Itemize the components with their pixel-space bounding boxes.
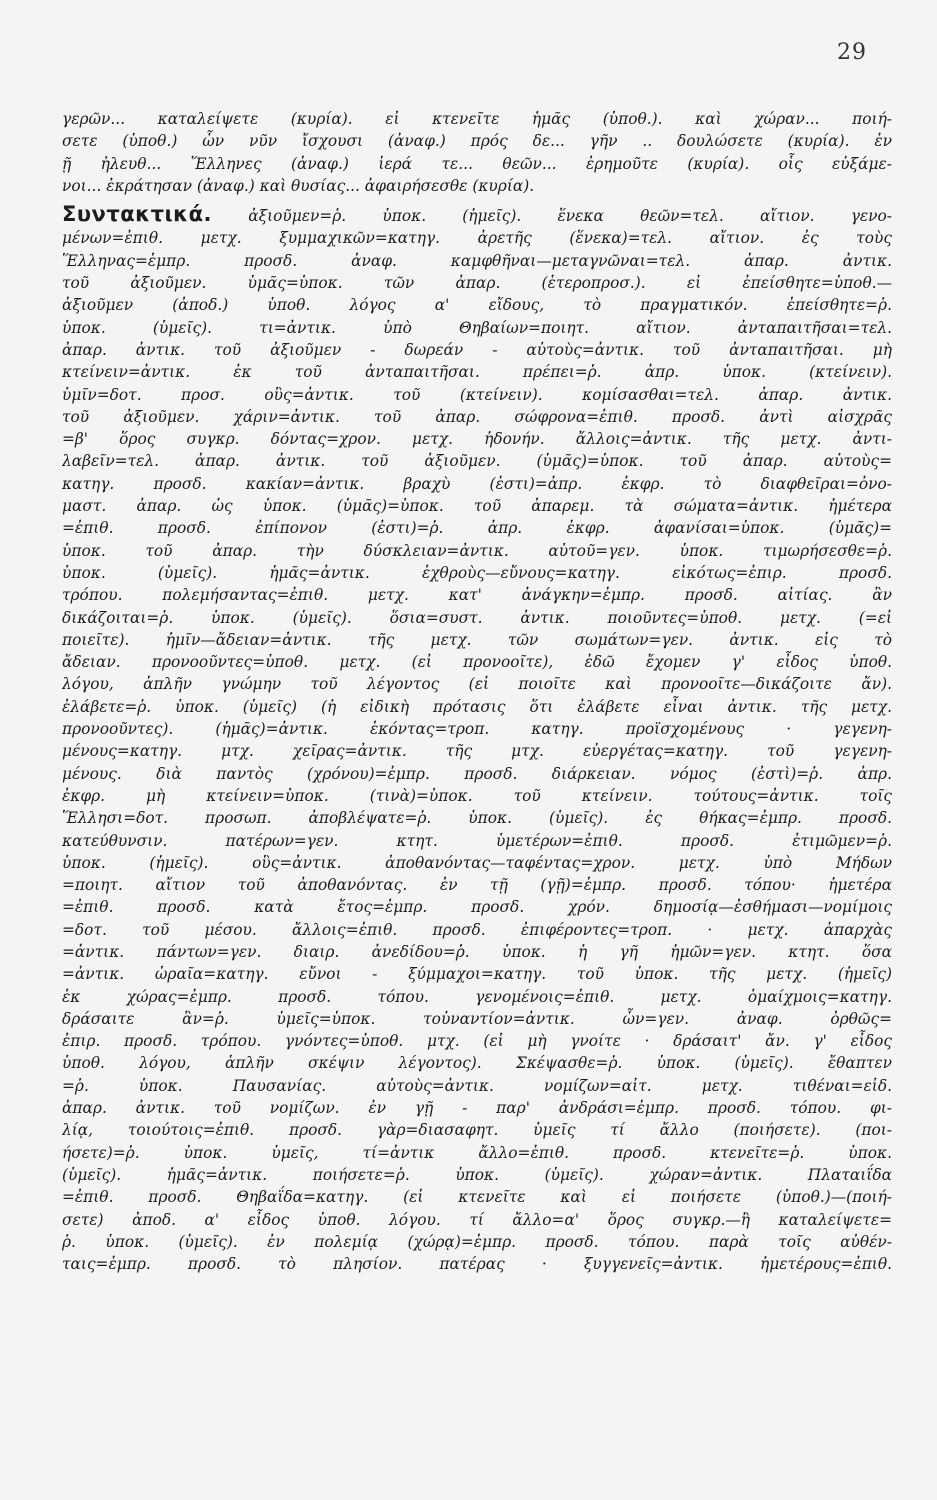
text-line: ἐλάβετε=ῥ. ὑποκ. (ὑμεῖς) (ἡ εἰδικὴ πρότασις ὅτι ἐλάβετε εἶναι ἀντικ. τῆς μετχ. — [62, 697, 892, 716]
text-line: κτείνειν=ἀντικ. ἐκ τοῦ ἀνταπαιτῆσαι. πρέπει=ῥ. ἀπρ. ὑποκ. (κτείνειν). — [62, 363, 892, 382]
text-line: ὑποκ. τοῦ ἀπαρ. τὴν δύσκλειαν=ἀντικ. αὐτοῦ=γεν. ὑποκ. τιμωρήσεσθε=ῥ. — [62, 541, 892, 560]
page-body — [62, 108, 892, 1275]
text-line: Ἕλληνας=ἐμπρ. προσδ. ἀναφ. καμφθῆναι—μεταγνῶναι=τελ. ἀπαρ. ἀντικ. — [62, 251, 892, 270]
text-line: δικάζοιται=ῥ. ὑποκ. (ὑμεῖς). ὅσια=συστ. ἀντικ. ποιοῦντες=ὑποθ. μετχ. (=εἰ — [62, 608, 892, 627]
text-line: ὑμῖν=δοτ. προσ. οὓς=ἀντικ. τοῦ (κτείνειν). κομίσασθαι=τελ. ἀπαρ. ἀντικ. — [62, 385, 892, 404]
text-line: ἐκ χώρας=ἐμπρ. προσδ. τόπου. γενομένοις=ἐπιθ. μετχ. ὁμαίχμοις=κατηγ. — [62, 987, 892, 1006]
text-line: ὑποκ. (ἡμεῖς). οὓς=ἀντικ. ἀποθανόντας—ταφέντας=χρον. μετχ. ὑπὸ Μήδων — [62, 853, 892, 872]
text-line: ἄδειαν. προνοοῦντες=ὑποθ. μετχ. (εἰ προνοοῖτε), ἐδῶ ἔχομεν γ' εἶδος ὑποθ. — [62, 653, 892, 672]
text-line: μένων=ἐπιθ. μετχ. ξυμμαχικῶν=κατηγ. ἀρετῆς (ἕνεκα)=τελ. αἴτιον. ἐς τοὺς — [62, 229, 892, 248]
text-line: =ῥ. ὑποκ. Παυσανίας. αὐτοὺς=ἀντικ. νομίζων=αἰτ. μετχ. τιθέναι=εἰδ. — [62, 1076, 892, 1095]
text-line: σετε (ὑποθ.) ὧν νῦν ἴσχουσι (ἀναφ.) πρός δε... γῆν .. δουλώσετε (κυρία). ἐν — [62, 132, 892, 151]
text-line: μαστ. ἀπαρ. ὡς ὑποκ. (ὑμᾶς)=ὑποκ. τοῦ ἀπαρεμ. τὰ σώματα=ἀντικ. ἡμέτερα — [62, 497, 892, 516]
text-line: =β' ὅρος συγκρ. δόντας=χρον. μετχ. ἡδονήν. ἄλλοις=ἀντικ. τῆς μετχ. ἀντι- — [62, 430, 892, 449]
text-line: Ἕλλησι=δοτ. προσωπ. ἀποβλέψατε=ῥ. ὑποκ. (ὑμεῖς). ἐς θήκας=ἐμπρ. προσδ. — [62, 809, 892, 828]
text-line: λαβεῖν=τελ. ἀπαρ. ἀντικ. τοῦ ἀξιοῦμεν. (ὑμᾶς)=ὑποκ. τοῦ ἀπαρ. αὐτοὺς= — [62, 452, 892, 471]
text-line: ῇ ἠλευθ... Ἕλληνες (ἀναφ.) ἱερά τε... θεῶν... ἐρημοῦτε (κυρία). οἷς εὐξάμε- — [62, 154, 892, 173]
intro-paragraph — [62, 108, 892, 197]
text-line: δράσαιτε ἂν=ῥ. ὑμεῖς=ὑποκ. τοὐναντίον=ἀντικ. ὧν=γεν. ἀναφ. ὀρθῶς= — [62, 1009, 892, 1028]
text-line: ὑποθ. λόγου, ἁπλῆν σκέψιν λέγοντος). Σκέψασθε=ῥ. ὑποκ. (ὑμεῖς). ἔθαπτεν — [62, 1054, 892, 1073]
text-line: κατεύθυνσιν. πατέρων=γεν. κτητ. ὑμετέρων=ἐπιθ. προσδ. ἐτιμῶμεν=ῥ. — [62, 831, 892, 850]
section-heading-line — [62, 203, 892, 227]
text-line: ὑποκ. (ὑμεῖς). τι=ἀντικ. ὑπὸ Θηβαίων=ποιητ. αἴτιον. ἀνταπαιτῆσαι=τελ. — [62, 318, 892, 337]
text-line: ἀξιοῦμεν (ἀποδ.) ὑποθ. λόγος α' εἴδους, τὸ πραγματικόν. ἐπείσθητε=ῥ. — [62, 296, 892, 315]
text-line: ῥ. ὑποκ. (ὑμεῖς). ἐν πολεμίᾳ (χώρᾳ)=ἐμπρ. προσδ. τόπου. παρὰ τοῖς αὐθέν- — [62, 1232, 892, 1251]
text-line: τοῦ ἀξιοῦμεν. χάριν=ἀντικ. τοῦ ἀπαρ. σώφρονα=ἐπιθ. προσδ. ἀντὶ αἰσχρᾶς — [62, 407, 892, 426]
text-line: =ἐπιθ. προσδ. ἐπίπονον (ἐστι)=ῥ. ἀπρ. ἐκφρ. ἀφανίσαι=ὑποκ. (ὑμᾶς)= — [62, 519, 892, 538]
text-line: ὑποκ. (ὑμεῖς). ἡμᾶς=ἀντικ. ἐχθροὺς—εὔνους=κατηγ. εἰκότως=ἐπιρ. προσδ. — [62, 563, 892, 582]
text-line: λόγου, ἁπλῆν γνώμην τοῦ λέγοντος (εἰ ποιοῖτε καὶ προνοοῖτε—δικάζοιτε ἄν). — [62, 675, 892, 694]
syntax-paragraph — [62, 203, 892, 1275]
text-line: προνοοῦντες). (ἡμᾶς)=ἀντικ. ἑκόντας=τροπ. κατηγ. προϊσχομένους · γεγενη- — [62, 720, 892, 739]
text-line: ἀπαρ. ἀντικ. τοῦ νομίζων. ἐν γῇ - παρ' ἀνδράσι=ἐμπρ. προσδ. τόπου. φι- — [62, 1099, 892, 1118]
text-line: ἀπαρ. ἀντικ. τοῦ ἀξιοῦμεν - δωρεάν - αὐτοὺς=ἀντικ. τοῦ ἀνταπαιτῆσαι. μὴ — [62, 340, 892, 359]
text-line: σετε) ἀποδ. α' εἶδος ὑποθ. λόγου. τί ἄλλο=α' ὅρος συγκρ.—ἢ καταλείψετε= — [62, 1210, 892, 1229]
text-line: (ὑμεῖς). ἡμᾶς=ἀντικ. ποιήσετε=ῥ. ὑποκ. (ὑμεῖς). χώραν=ἀντικ. Πλαταιΐδα — [62, 1165, 892, 1184]
text-line: μένους=κατηγ. μτχ. χεῖρας=ἀντικ. τῆς μτχ. εὐεργέτας=κατηγ. τοῦ γεγενη- — [62, 742, 892, 761]
text-line: ἀξιοῦμεν=ῥ. ὑποκ. (ἡμεῖς). ἕνεκα θεῶν=τελ. αἴτιον. γενο- — [212, 207, 892, 226]
text-line: =ἀντικ. πάντων=γεν. διαιρ. ἀνεδίδου=ῥ. ὑποκ. ἡ γῆ ἡμῶν=γεν. κτητ. ὅσα — [62, 942, 892, 961]
text-line: ταις=ἐμπρ. προσδ. τὸ πλησίον. πατέρας · ξυγγενεῖς=ἀντικ. ἡμετέρους=ἐπιθ. — [62, 1255, 892, 1274]
text-line: =ποιητ. αἴτιον τοῦ ἀποθανόντας. ἐν τῇ (γῇ)=ἐμπρ. προσδ. τόπου· ἡμετέρα — [62, 876, 892, 895]
text-line: ἐπιρ. προσδ. τρόπου. γνόντες=ὑποθ. μτχ. (εἰ μὴ γνοίτε · δράσαιτ' ἄν. γ' εἶδος — [62, 1032, 892, 1051]
text-line: ήσετε)=ῥ. ὑποκ. ὑμεῖς, τί=ἀντικ ἄλλο=ἐπιθ. προσδ. κτενεῖτε=ῥ. ὑποκ. — [62, 1143, 892, 1162]
text-line: γερῶν... καταλείψετε (κυρία). εἰ κτενεῖτε ἡμᾶς (ὑποθ.). καὶ χώραν... ποιή- — [62, 110, 892, 128]
text-line: τοῦ ἀξιοῦμεν. ὑμᾶς=ὑποκ. τῶν ἀπαρ. (ἑτεροπροσ.). εἰ ἐπείσθητε=ὑποθ.— — [62, 274, 892, 293]
text-line: =ἐπιθ. προσδ. Θηβαΐδα=κατηγ. (εἰ κτενεῖτε καὶ εἰ ποιήσετε (ὑποθ.)—(ποιή- — [62, 1188, 892, 1207]
text-line: ποιεῖτε). ἡμῖν—ἄδειαν=ἀντικ. τῆς μετχ. τῶν σωμάτων=γεν. ἀντικ. εἰς τὸ — [62, 630, 892, 649]
text-line: =ἀντικ. ὡραῖα=κατηγ. εὔνοι - ξύμμαχοι=κατηγ. τοῦ ὑποκ. τῆς μετχ. (ἡμεῖς) — [62, 965, 892, 984]
text-line: ἐκφρ. μὴ κτείνειν=ὑποκ. (τινὰ)=ὑποκ. τοῦ κτείνειν. τούτους=ἀντικ. τοῖς — [62, 786, 892, 805]
text-line: τρόπου. πολεμήσαντας=ἐπιθ. μετχ. κατ' ἀνάγκην=ἐμπρ. προσδ. αἰτίας. ἂν — [62, 586, 892, 605]
text-line: μένους. διὰ παντὸς (χρόνου)=ἐμπρ. προσδ. διάρκειαν. νόμος (ἐστὶ)=ῥ. ἀπρ. — [62, 764, 892, 783]
text-line: =δοτ. τοῦ μέσου. ἄλλοις=ἐπιθ. προσδ. ἐπιφέροντες=τροπ. · μετχ. ἀπαρχὰς — [62, 920, 892, 939]
text-line: =ἐπιθ. προσδ. κατὰ ἔτος=ἐμπρ. προσδ. χρόν. δημοσίᾳ—ἐσθήμασι—νομίμοις — [62, 898, 892, 917]
text-line: λίᾳ, τοιούτοις=ἐπιθ. προσδ. γὰρ=διασαφητ. ὑμεῖς τί ἄλλο (ποιήσετε). (ποι- — [62, 1121, 892, 1140]
text-line: κατηγ. προσδ. κακίαν=ἀντικ. βραχὺ (ἐστι)=ἀπρ. ἐκφρ. τὸ διαφθεῖραι=ὀνο- — [62, 474, 892, 493]
section-heading: Συντακτικά. — [62, 203, 212, 227]
text-line: νοι... ἐκράτησαν (ἀναφ.) καὶ θυσίας... ἀφαιρήσεσθε (κυρία). — [62, 176, 535, 195]
page-number: 29 — [837, 40, 867, 65]
